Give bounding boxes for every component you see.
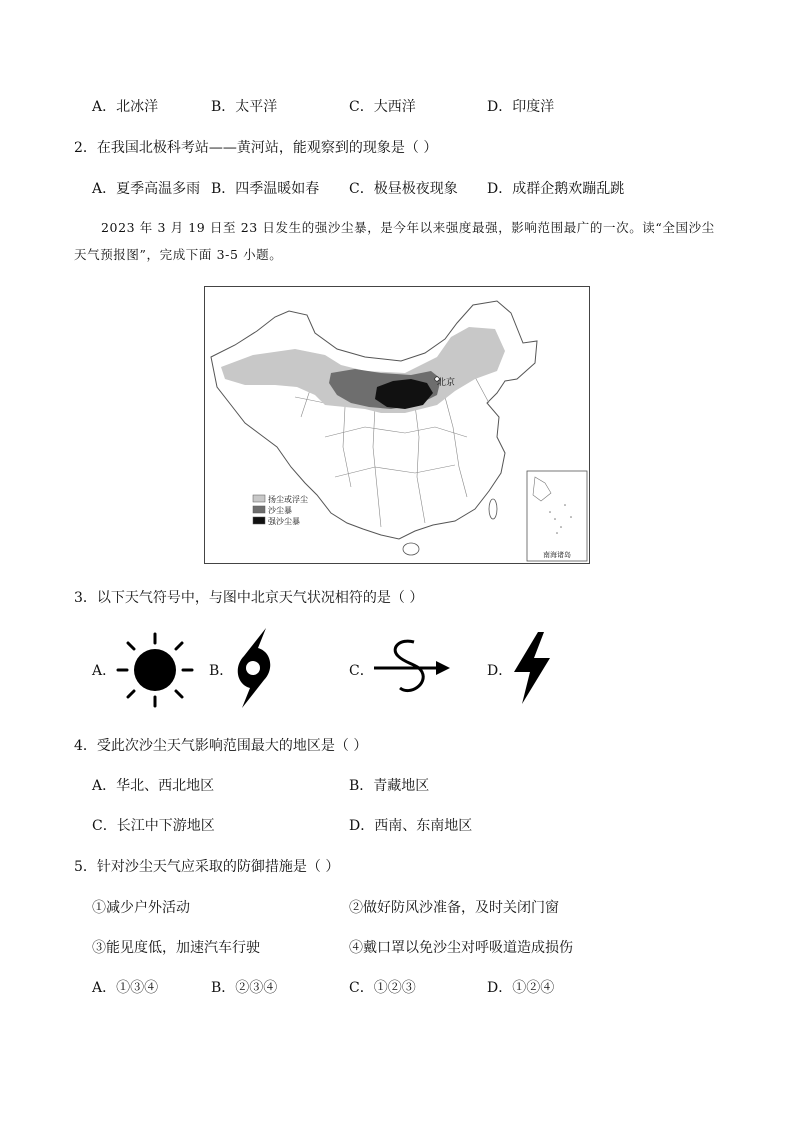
q3-option-a[interactable]: A．	[92, 663, 117, 679]
q5-measure-1: ①减少户外活动	[92, 900, 190, 916]
legend-label-strong-sandstorm: 强沙尘暴	[268, 517, 300, 526]
beijing-label: 北京	[437, 378, 456, 388]
map-legend	[253, 494, 308, 526]
q4-option-d[interactable]: D．西南、东南地区	[349, 818, 473, 834]
q1-option-c[interactable]: C．大西洋	[349, 99, 416, 115]
q5-measure-2: ②做好防风沙准备，及时关闭门窗	[349, 900, 559, 916]
q2-option-b[interactable]: B．四季温暖如春	[211, 181, 320, 197]
q2-option-a[interactable]: A．夏季高温多雨	[92, 181, 201, 197]
q5-stem: 5．针对沙尘天气应采取的防御措施是（ ）	[74, 859, 340, 875]
q3-option-d[interactable]: D．	[487, 663, 513, 679]
q1-option-b[interactable]: B．太平洋	[211, 99, 278, 115]
q5-option-d[interactable]: D．①②④	[487, 980, 555, 996]
q3-stem: 3．以下天气符号中，与图中北京天气状况相符的是（ ）	[74, 590, 424, 606]
q1-option-d[interactable]: D．印度洋	[487, 99, 555, 115]
q5-option-b[interactable]: B．②③④	[211, 980, 278, 996]
q5-option-a[interactable]: A．①③④	[92, 980, 159, 996]
q4-option-b[interactable]: B．青藏地区	[349, 778, 430, 794]
passage-line-1: 2023 年 3 月 19 日至 23 日发生的强沙尘暴，是今年以来强度最强，影响范围最广的一次。读“全国沙尘	[101, 220, 715, 235]
south-china-sea-inset	[527, 471, 587, 561]
inset-label: 南海诸岛	[543, 551, 571, 559]
q3-option-b[interactable]: B．	[209, 663, 234, 679]
dust-forecast-map	[204, 286, 590, 564]
typhoon-icon[interactable]	[230, 626, 276, 714]
q1-option-a[interactable]: A．北冰洋	[92, 99, 159, 115]
q5-measure-3: ③能见度低，加速汽车行驶	[92, 940, 260, 956]
lightning-icon[interactable]	[508, 630, 556, 710]
taiwan-island	[489, 499, 497, 519]
q3-option-c[interactable]: C．	[349, 663, 374, 679]
q2-stem: 2．在我国北极科考站——黄河站，能观察到的现象是（ ）	[74, 140, 438, 156]
legend-label-sandstorm: 沙尘暴	[268, 506, 292, 515]
q4-option-a[interactable]: A．华北、西北地区	[92, 778, 215, 794]
q2-option-c[interactable]: C．极昼极夜现象	[349, 181, 458, 197]
sandstorm-icon[interactable]	[370, 636, 452, 706]
q4-stem: 4．受此次沙尘天气影响范围最大的地区是（ ）	[74, 738, 368, 754]
legend-label-floating-dust: 扬尘或浮尘	[268, 495, 308, 504]
q5-measure-4: ④戴口罩以免沙尘对呼吸道造成损伤	[349, 940, 573, 956]
passage-line-2: 天气预报图”，完成下面 3-5 小题。	[74, 247, 283, 262]
china-map-svg	[205, 287, 589, 563]
q2-option-d[interactable]: D．成群企鹅欢蹦乱跳	[487, 181, 625, 197]
q4-option-c[interactable]: C．长江中下游地区	[92, 818, 215, 834]
q5-option-c[interactable]: C．①②③	[349, 980, 416, 996]
hainan-island	[403, 543, 419, 555]
sun-icon[interactable]	[112, 632, 198, 714]
